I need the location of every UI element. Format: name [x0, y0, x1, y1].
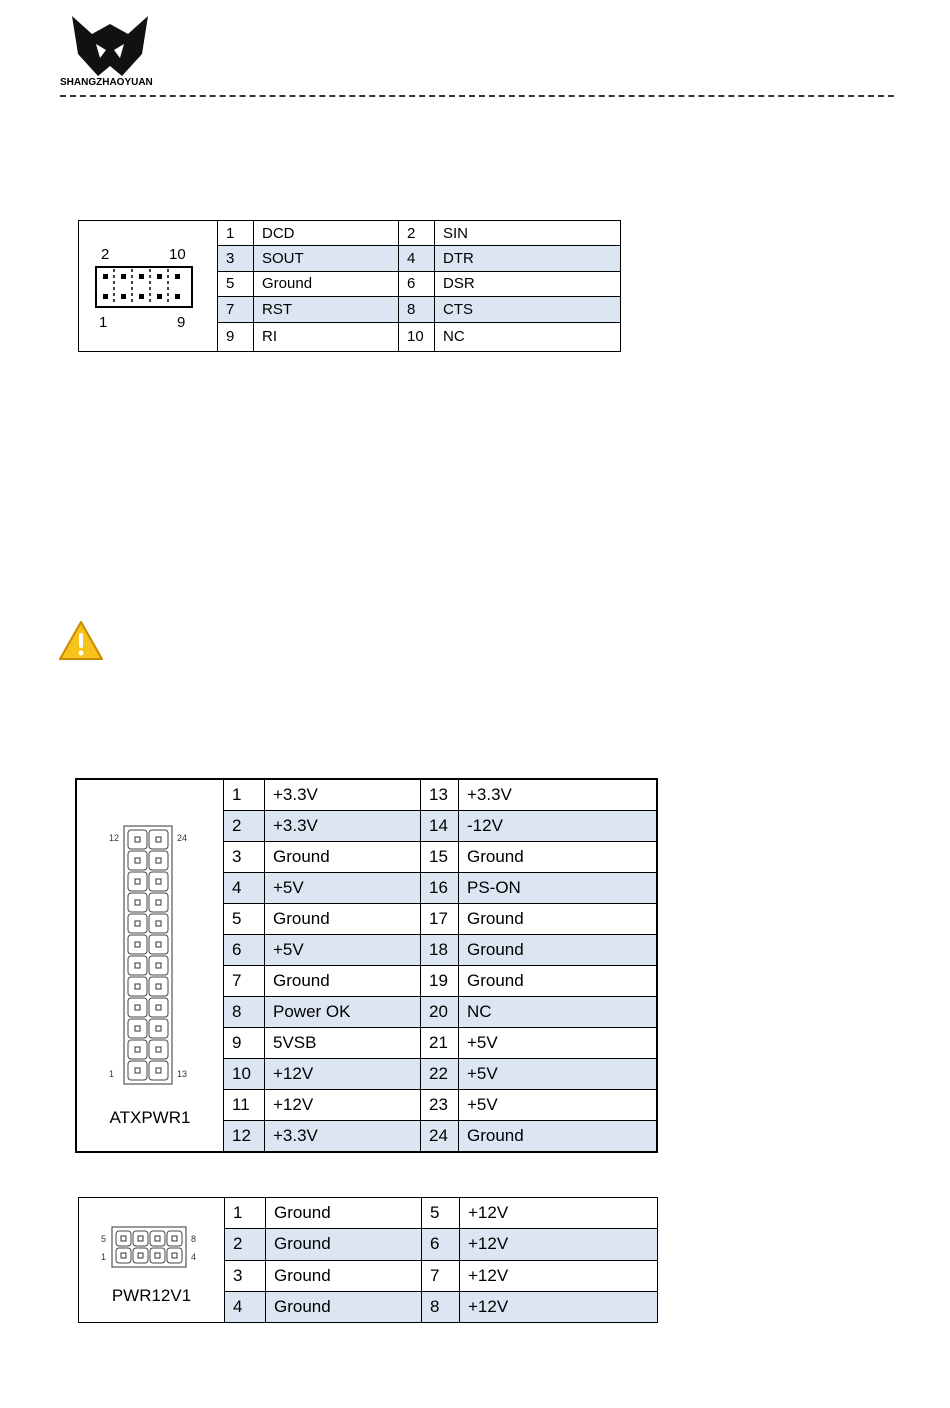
- pin-signal: 5VSB: [265, 1028, 421, 1059]
- pin-number: 24: [421, 1121, 459, 1153]
- pin-number: 7: [224, 966, 265, 997]
- pin-number: 10: [224, 1059, 265, 1090]
- label-top-right: 10: [169, 246, 186, 263]
- pin-signal: Ground: [254, 271, 399, 296]
- pin-number: 17: [421, 904, 459, 935]
- pin-number: 7: [218, 297, 254, 322]
- svg-text:1: 1: [101, 1252, 107, 1262]
- pin-number: 22: [421, 1059, 459, 1090]
- pin-signal: Ground: [459, 842, 658, 873]
- pin-signal: +5V: [265, 873, 421, 904]
- pin-signal: Ground: [265, 904, 421, 935]
- brand-name: SHANGZHAOYUAN: [60, 77, 153, 88]
- pin-number: 2: [224, 811, 265, 842]
- pin-signal: Ground: [459, 904, 658, 935]
- pin-signal: NC: [459, 997, 658, 1028]
- label-top-left: 2: [101, 246, 110, 263]
- com-header-pin-table: [78, 220, 621, 352]
- pin-number: 2: [399, 221, 435, 246]
- pin-number: 2: [225, 1229, 266, 1260]
- pin-signal: +3.3V: [265, 811, 421, 842]
- pin-number: 1: [218, 221, 254, 246]
- pin-signal: +5V: [265, 935, 421, 966]
- pin-signal: +12V: [460, 1198, 658, 1229]
- pin-signal: Power OK: [265, 997, 421, 1028]
- pin-signal: +12V: [265, 1059, 421, 1090]
- pin-number: 4: [225, 1291, 266, 1322]
- svg-text:13: 13: [177, 1068, 188, 1079]
- pin-number: 5: [218, 271, 254, 296]
- svg-text:5: 5: [101, 1234, 107, 1244]
- pin-number: 15: [421, 842, 459, 873]
- pin-number: 4: [224, 873, 265, 904]
- label-bottom-right: 9: [177, 314, 186, 331]
- pin-number: 10: [399, 322, 435, 352]
- connector-caption: PWR12V1: [111, 1286, 192, 1305]
- atx-power-diagram: [76, 779, 224, 1152]
- svg-text:4: 4: [191, 1252, 197, 1262]
- pin-number: 16: [421, 873, 459, 904]
- pin-number: 21: [421, 1028, 459, 1059]
- pin-number: 6: [224, 935, 265, 966]
- pin-number: 9: [218, 322, 254, 352]
- pin-signal: +5V: [459, 1028, 658, 1059]
- pin-signal: Ground: [459, 1121, 658, 1153]
- svg-text:12: 12: [109, 832, 120, 843]
- pin-number: 14: [421, 811, 459, 842]
- cpu-power-pin-table: [78, 1197, 658, 1323]
- pin-signal: +3.3V: [265, 1121, 421, 1153]
- pin-signal: Ground: [265, 842, 421, 873]
- pin-signal: DSR: [435, 271, 621, 296]
- pin-number: 4: [399, 246, 435, 271]
- cpu-power-diagram: [79, 1198, 225, 1323]
- pin-number: 19: [421, 966, 459, 997]
- pin-number: 1: [225, 1198, 266, 1229]
- pin-signal: Ground: [266, 1198, 422, 1229]
- pin-number: 3: [225, 1260, 266, 1291]
- pin-signal: +3.3V: [265, 779, 421, 811]
- pin-number: 23: [421, 1090, 459, 1121]
- pin-number: 7: [422, 1260, 460, 1291]
- pin-number: 11: [224, 1090, 265, 1121]
- pin-signal: Ground: [266, 1229, 422, 1260]
- pin-signal: RI: [254, 322, 399, 352]
- pin-signal: Ground: [266, 1260, 422, 1291]
- pin-signal: NC: [435, 322, 621, 352]
- pin-number: 18: [421, 935, 459, 966]
- header-divider: [60, 95, 894, 97]
- pin-signal: DCD: [254, 221, 399, 246]
- pin-signal: PS-ON: [459, 873, 658, 904]
- pin-number: 5: [224, 904, 265, 935]
- pin-signal: +12V: [265, 1090, 421, 1121]
- atx-power-pin-table: [75, 778, 658, 1153]
- pin-signal: Ground: [265, 966, 421, 997]
- com-header-diagram: [79, 221, 218, 352]
- pin-signal: +12V: [460, 1229, 658, 1260]
- warning-icon: [58, 620, 104, 662]
- pin-number: 1: [224, 779, 265, 811]
- svg-text:8: 8: [191, 1234, 197, 1244]
- pin-number: 20: [421, 997, 459, 1028]
- pin-signal: Ground: [459, 935, 658, 966]
- pin-signal: DTR: [435, 246, 621, 271]
- pin-signal: RST: [254, 297, 399, 322]
- pin-number: 3: [218, 246, 254, 271]
- pin-signal: +5V: [459, 1090, 658, 1121]
- label-bottom-left: 1: [99, 314, 108, 331]
- pin-signal: +5V: [459, 1059, 658, 1090]
- pin-signal: +12V: [460, 1291, 658, 1322]
- pin-number: 8: [422, 1291, 460, 1322]
- pin-number: 13: [421, 779, 459, 811]
- pin-number: 5: [422, 1198, 460, 1229]
- pin-number: 3: [224, 842, 265, 873]
- pin-signal: Ground: [266, 1291, 422, 1322]
- pin-number: 8: [399, 297, 435, 322]
- pin-number: 12: [224, 1121, 265, 1153]
- pin-number: 6: [422, 1229, 460, 1260]
- svg-text:24: 24: [177, 832, 188, 843]
- pin-signal: SOUT: [254, 246, 399, 271]
- pin-number: 9: [224, 1028, 265, 1059]
- connector-caption: ATXPWR1: [109, 1107, 191, 1127]
- pin-signal: +3.3V: [459, 779, 658, 811]
- pin-signal: -12V: [459, 811, 658, 842]
- pin-signal: SIN: [435, 221, 621, 246]
- pin-signal: CTS: [435, 297, 621, 322]
- pin-number: 8: [224, 997, 265, 1028]
- pin-number: 6: [399, 271, 435, 296]
- svg-text:1: 1: [109, 1068, 115, 1079]
- pin-signal: +12V: [460, 1260, 658, 1291]
- pin-signal: Ground: [459, 966, 658, 997]
